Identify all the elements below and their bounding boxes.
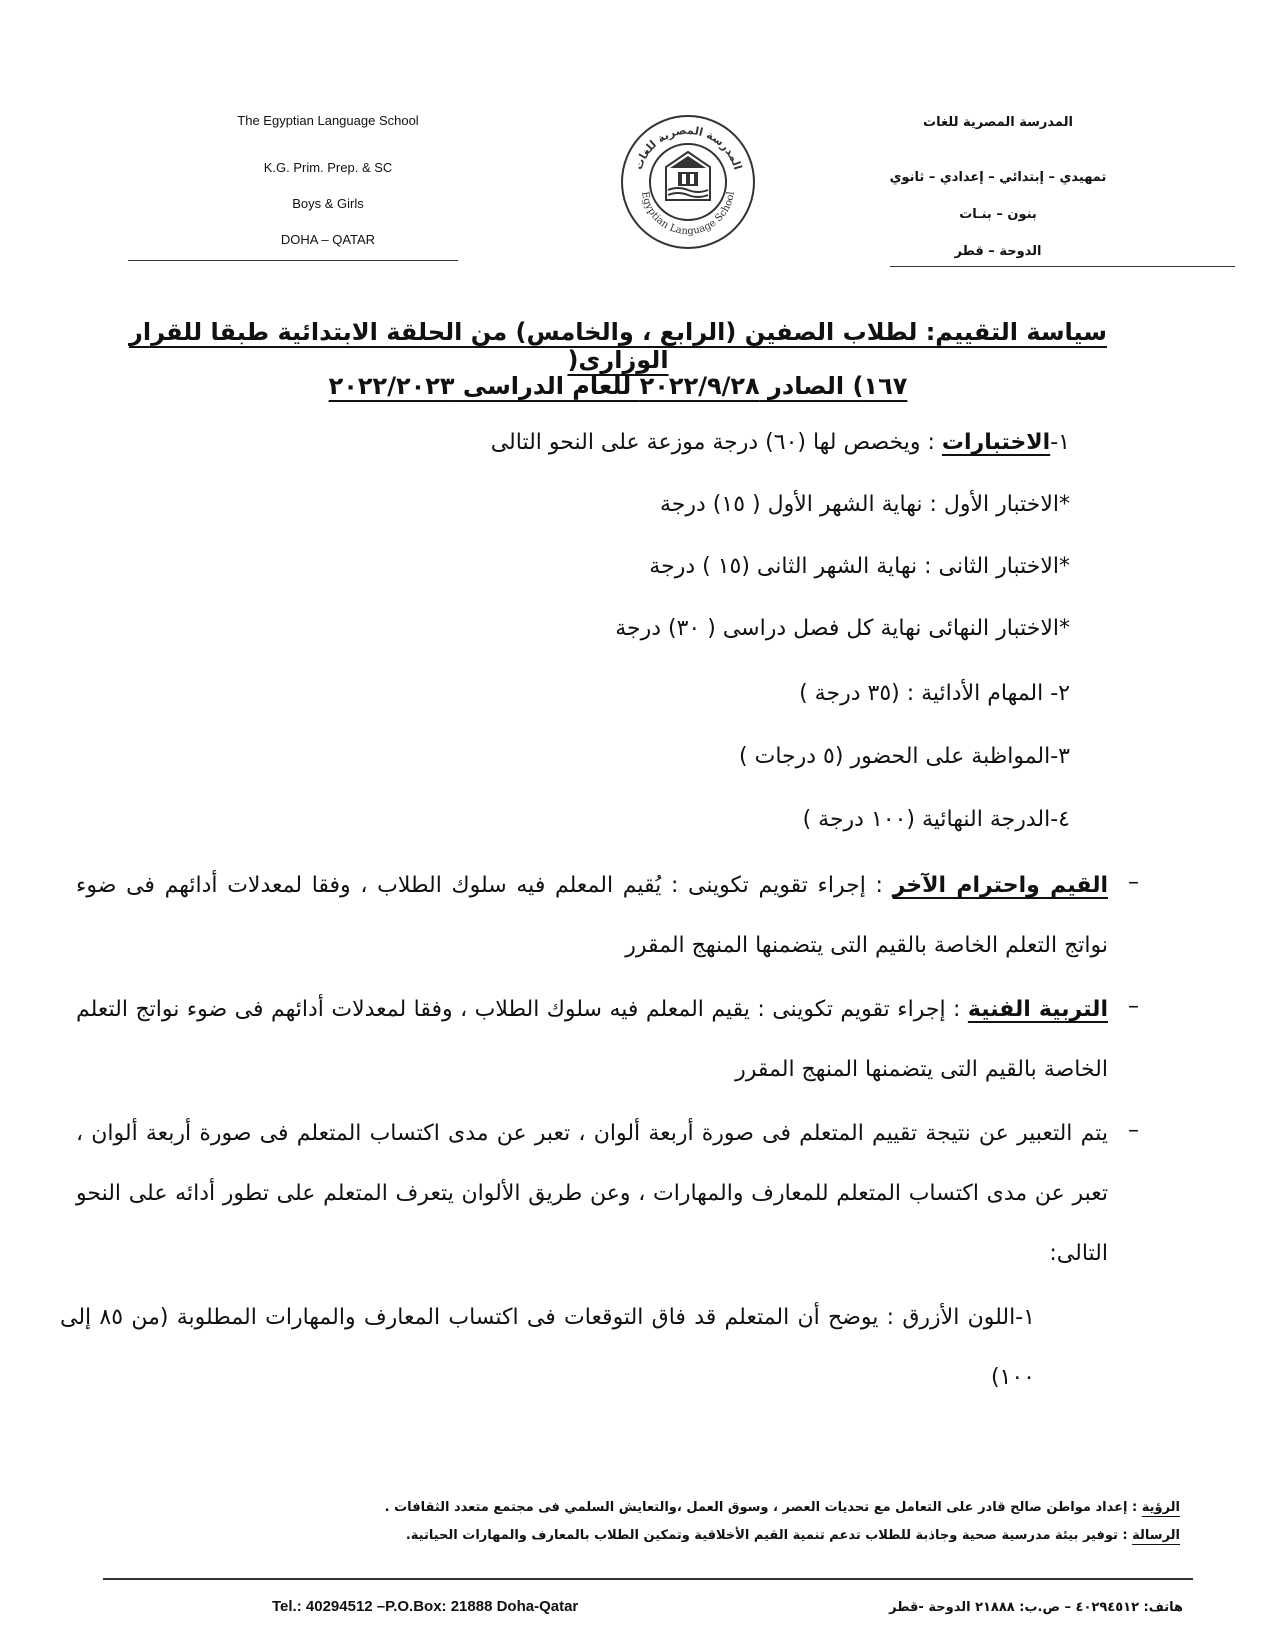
section-attendance: ٣-المواظبة على الحضور (٥ درجات )	[739, 744, 1070, 769]
footer-vision	[385, 1500, 1180, 1515]
footer-divider	[103, 1578, 1193, 1580]
bullet-art-text: : إجراء تقويم تكوينى : يقيم المعلم فيه سلوك الطلاب ، وفقا لمعدلات أدائهم فى ضوء نواتج التعلم الخاصة بالقيم التى يتضمنها المنهج المقرر	[76, 997, 1108, 1082]
school-seal-logo	[618, 112, 758, 252]
school-levels-en: K.G. Prim. Prep. & SC	[263, 160, 393, 175]
footer-mission-text: : توفير بيئة مدرسية صحية وجاذبة للطلاب تدعم تنمية القيم الأخلاقية وتمكين الطلاب بالمعارف والمهارات الحياتية.	[405, 1528, 1133, 1543]
color-item-blue: ١-اللون الأزرق : يوضح أن المتعلم قد فاق التوقعات فى اكتساب المعارف والمهارات المطلوبة (من ٨٥ إلى ١٠٠)	[60, 1305, 1035, 1390]
section-final-grade: ٤-الدرجة النهائية (١٠٠ درجة )	[802, 807, 1070, 832]
bullet-values-text: : إجراء تقويم تكوينى : يُقيم المعلم فيه سلوك الطلاب ، وفقا لمعدلات أدائهم فى ضوء نواتج التعلم الخاصة بالقيم التى يتضمنها المنهج المقرر	[76, 873, 1108, 958]
exam-item-2: *الاختبار الثانى : نهاية الشهر الثانى (١٥ ) درجة	[649, 554, 1070, 579]
bullet-values	[76, 856, 1108, 976]
bullet-values-label: القيم واحترام الآخر	[892, 873, 1108, 898]
page-title-line2: ١٦٧) الصادر ٢٠٢٢/٩/٢٨ للعام الدراسى ٢٠٢٢/٢٠٢٣	[328, 372, 908, 400]
bullet-dash: –	[1128, 1118, 1139, 1143]
bullet-dash: –	[1128, 994, 1139, 1019]
school-location-en: DOHA – QATAR	[280, 232, 376, 247]
footer-mission-label: الرسالة	[1132, 1528, 1180, 1543]
bullet-art	[76, 980, 1108, 1100]
footer-contact-ar: هاتف: ٤٠٢٩٤٥١٢ – ص.ب: ٢١٨٨٨ الدوحة -قطر	[889, 1600, 1183, 1615]
section-exams-label: الاختبارات	[941, 430, 1051, 455]
section-exams-number: ١-	[1050, 430, 1070, 455]
header-divider-left	[128, 260, 458, 261]
bullet-art-label: التربية الفنية	[967, 997, 1108, 1022]
section-performance-tasks: ٢- المهام الأدائية : (٣٥ درجة )	[799, 681, 1070, 706]
seal-text-en: Egyptian Language School	[639, 190, 737, 238]
header-divider-right	[890, 266, 1235, 267]
footer-vision-label: الرؤية	[1141, 1500, 1180, 1515]
school-gender-en: Boys & Girls	[292, 196, 364, 211]
page-title-line1: سياسة التقييم: لطلاب الصفين (الرابع ، والخامس) من الحلقة الابتدائية طبقا للقرار الوزارى(	[129, 318, 1107, 374]
section-exams-text: : ويخصص لها (٦٠) درجة موزعة على النحو التالى	[490, 430, 942, 455]
section-exams	[491, 430, 1070, 455]
school-name-ar: المدرسة المصرية للغات	[923, 115, 1073, 130]
school-gender-ar: بنون – بنـات	[959, 207, 1037, 222]
bullet-colors: يتم التعبير عن نتيجة تقييم المتعلم فى صورة أربعة ألوان ، تعبر عن مدى اكتساب المتعلم فى صورة أربعة ألوان ، تعبر عن مدى اكتساب المتعلم للمعارف والمهارات ، وعن طريق الألوان يتعرف المتعلم على تطور أدائه على النحو التالى:	[76, 1121, 1108, 1266]
exam-item-1: *الاختبار الأول : نهاية الشهر الأول ( ١٥) درجة	[660, 492, 1070, 517]
footer-vision-text: : إعداد مواطن صالح قادر على التعامل مع تحديات العصر ، وسوق العمل ،والتعايش السلمي فى مجتمع متعدد الثقافات .	[384, 1500, 1142, 1515]
footer-mission	[406, 1528, 1180, 1543]
school-name-en: The Egyptian Language School	[237, 113, 419, 128]
school-location-ar: الدوحة – قطر	[954, 244, 1042, 259]
exam-item-3: *الاختبار النهائى نهاية كل فصل دراسى ( ٣٠) درجة	[615, 616, 1070, 641]
seal-text-ar: المدرسة المصرية للغات	[631, 123, 745, 172]
school-levels-ar: تمهيدي – إبتدائي – إعدادي – ثانوي	[889, 170, 1107, 185]
footer-contact-en: Tel.: 40294512 –P.O.Box: 21888 Doha-Qatar	[272, 1598, 579, 1615]
bullet-dash: –	[1128, 870, 1139, 895]
